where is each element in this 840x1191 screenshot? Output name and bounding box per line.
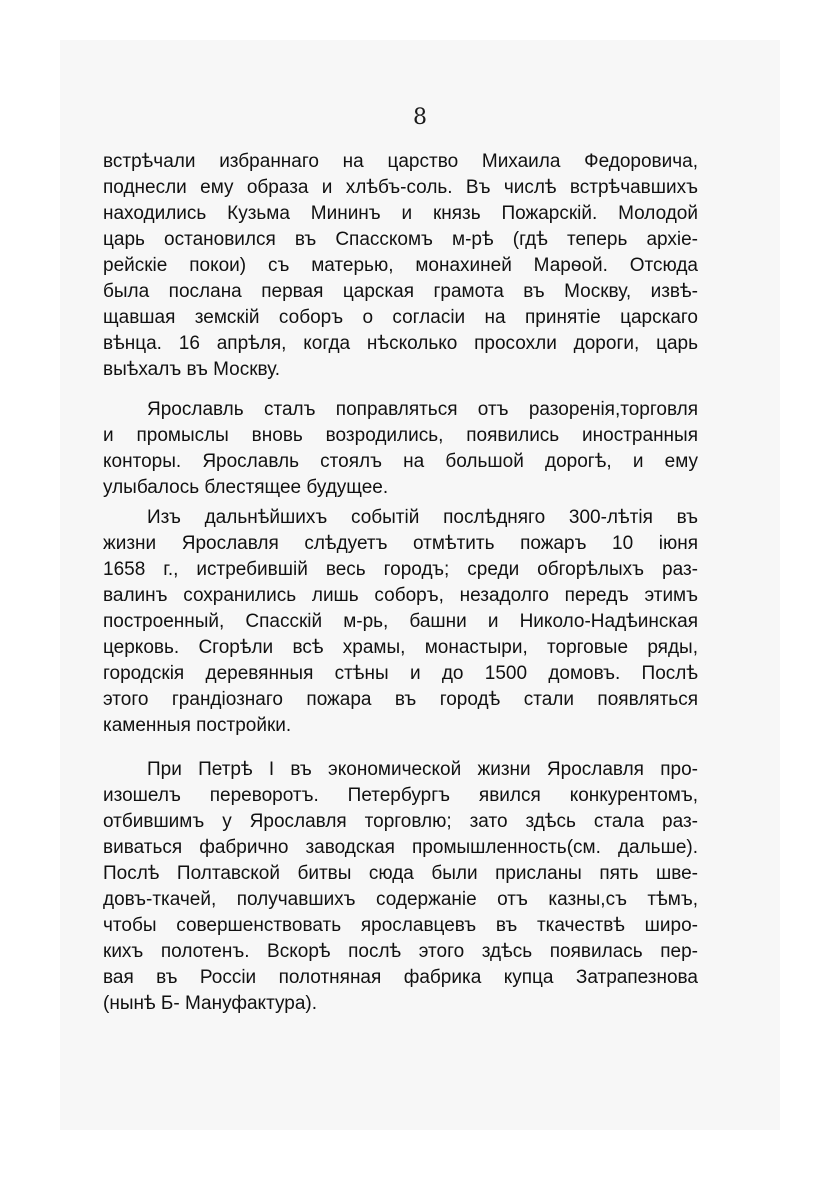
text-line: виваться фабрично заводская промышленность(см. дальше).	[103, 837, 698, 858]
text-line: изошелъ переворотъ. Петербургъ явился конкурентомъ,	[103, 785, 698, 806]
text-line: находились Кузьма Мининъ и князь Пожарскій. Молодой	[103, 203, 698, 224]
text-line: (нынѣ Б- Мануфактура).	[103, 993, 318, 1014]
paragraph	[103, 397, 698, 501]
paragraph-gap	[103, 739, 698, 757]
page-number: 8	[413, 105, 427, 130]
text-line: чтобы совершенствовать ярославцевъ въ ткачествѣ широ-	[103, 915, 698, 936]
text-line: 1658 г., истребившій весь городъ; среди обгорѣлыхъ раз-	[103, 559, 698, 580]
text-line: этого грандіознаго пожара въ городѣ стали появляться	[103, 689, 698, 710]
text-line: валинъ сохранились лишь соборъ, незадолго передъ этимъ	[103, 585, 698, 606]
text-line: улыбалось блестящее будущее.	[103, 477, 389, 498]
text-line: Изъ дальнѣйшихъ событій послѣдняго 300-лѣтія въ	[147, 507, 698, 528]
paragraph	[103, 505, 698, 739]
text-line: каменныя постройки.	[103, 715, 292, 736]
paragraph-gap	[103, 383, 698, 397]
text-line: царь остановился въ Спасскомъ м-рѣ (гдѣ теперь архіе-	[103, 229, 698, 250]
text-line: городскія деревянныя стѣны и до 1500 домовъ. Послѣ	[103, 663, 698, 684]
page-body	[103, 149, 698, 1017]
paragraph	[103, 149, 698, 383]
text-line: При Петрѣ I въ экономической жизни Ярославля про-	[147, 759, 698, 780]
paragraph	[103, 757, 698, 1017]
text-line: Послѣ Полтавской битвы сюда были присланы пять шве-	[103, 863, 698, 884]
text-line: отбившимъ у Ярославля торговлю; зато здѣсь стала раз-	[103, 811, 698, 832]
text-line: Ярославль сталъ поправляться отъ разоренія,торговля	[147, 399, 698, 420]
text-line: вѣнца. 16 апрѣля, когда нѣсколько просохли дороги, царь	[103, 333, 698, 354]
text-line: щавшая земскій соборъ о согласіи на принятіе царскаго	[103, 307, 698, 328]
text-line: кихъ полотенъ. Вскорѣ послѣ этого здѣсь появилась пер-	[103, 941, 698, 962]
text-line: поднесли ему образа и хлѣбъ-соль. Въ числѣ встрѣчавшихъ	[103, 177, 698, 198]
text-line: рейскіе покои) съ матерью, монахиней Марѳой. Отсюда	[103, 255, 698, 276]
text-line: и промыслы вновь возродились, появились иностранныя	[103, 425, 698, 446]
text-line: конторы. Ярославль стоялъ на большой дорогѣ, и ему	[103, 451, 698, 472]
text-line: встрѣчали избраннаго на царство Михаила Федоровича,	[103, 151, 698, 172]
text-line: выѣхалъ въ Москву.	[103, 359, 281, 380]
text-line: довъ-ткачей, получавшихъ содержаніе отъ казны,съ тѣмъ,	[103, 889, 698, 910]
text-line: была послана первая царская грамота въ Москву, извѣ-	[103, 281, 698, 302]
text-line: построенный, Спасскій м-рь, башни и Николо-Надѣинская	[103, 611, 698, 632]
text-line: церковь. Сгорѣли всѣ храмы, монастыри, торговые ряды,	[103, 637, 698, 658]
text-line: вая въ Россіи полотняная фабрика купца Затрапезнова	[103, 967, 698, 988]
text-line: жизни Ярославля слѣдуетъ отмѣтить пожаръ 10 іюня	[103, 533, 698, 554]
